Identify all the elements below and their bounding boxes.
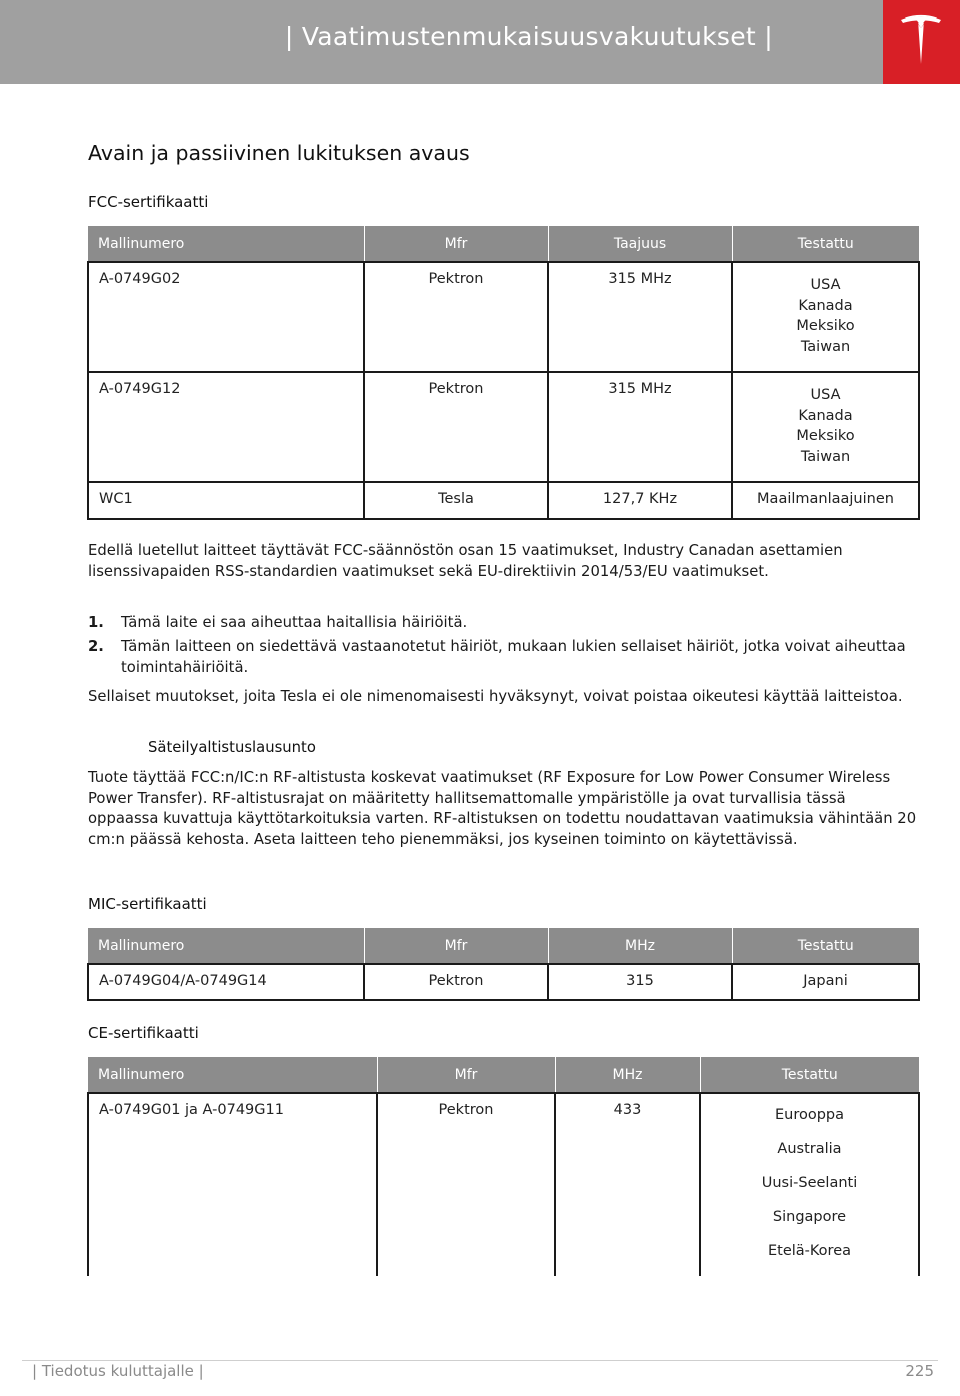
- mfr-cell: Pektron: [364, 964, 548, 1000]
- ce-heading: CE-sertifikaatti: [88, 1024, 199, 1042]
- country-item: Singapore: [772, 1209, 847, 1225]
- radiation-paragraph: Tuote täyttää FCC:n/IC:n RF-altistusta koskevat vaatimukset (RF Exposure for Low Power Consumer Wireless Power Transfer). RF-altistusrajat on määritetty hallitsemattomalle ympäristölle ja ovat turvallisia tässä oppaassa kuvattuja käyttötarkoituksia varten. RF-altistuksen on todettu noudattavan vaatimuksia vähintään 20 cm:n päässä kehosta. Aseta laitteen teho pienemmäksi, jos kyseinen toiminto on käytettävissä.: [88, 769, 917, 848]
- model-cell: A-0749G04/A-0749G14: [88, 964, 364, 1000]
- fcc-heading: FCC-sertifikaatti: [88, 193, 209, 211]
- logo-box: [883, 0, 960, 84]
- frequency-cell: 315 MHz: [548, 372, 732, 482]
- list-number: 2.: [88, 638, 104, 655]
- tesla-logo-icon: [899, 14, 943, 66]
- footer-text: | Tiedotus kuluttajalle |: [32, 1362, 204, 1380]
- mic-table: [87, 928, 920, 1001]
- table-row: [88, 964, 919, 1000]
- column-header-frequency: MHz: [555, 1057, 700, 1093]
- list-number: 1.: [88, 614, 104, 631]
- tested-cell: [732, 262, 919, 372]
- country-item: Kanada: [798, 297, 853, 314]
- frequency-cell: 433: [555, 1093, 700, 1276]
- tested-cell: Japani: [732, 964, 919, 1000]
- header-title: | Vaatimustenmukaisuusvakuutukset |: [284, 22, 773, 51]
- country-item: Taiwan: [800, 338, 851, 355]
- country-item: Eurooppa: [774, 1107, 845, 1123]
- column-header-model: Mallinumero: [88, 1057, 377, 1093]
- country-item: USA: [810, 387, 841, 403]
- table-row: [88, 262, 919, 372]
- radiation-heading: Säteilyaltistuslausunto: [148, 739, 316, 756]
- country-item: Meksiko: [796, 318, 855, 334]
- tested-cell: [732, 372, 919, 482]
- frequency-cell: 315: [548, 964, 732, 1000]
- country-item: Meksiko: [796, 428, 855, 444]
- country-item: Kanada: [798, 407, 853, 424]
- column-header-tested: Testattu: [732, 928, 919, 964]
- frequency-cell: 315 MHz: [548, 262, 732, 372]
- column-header-mfr: Mfr: [377, 1057, 555, 1093]
- mfr-cell: Pektron: [377, 1093, 555, 1276]
- mic-heading: MIC-sertifikaatti: [88, 895, 207, 913]
- column-header-tested: Testattu: [700, 1057, 919, 1093]
- table-row: [88, 372, 919, 482]
- ce-table: [87, 1057, 920, 1276]
- column-header-tested: Testattu: [732, 226, 919, 262]
- frequency-cell: 127,7 KHz: [548, 482, 732, 519]
- column-header-model: Mallinumero: [88, 226, 364, 262]
- country-item: USA: [810, 277, 841, 293]
- tested-cell: Maailmanlaajuinen: [732, 482, 919, 519]
- column-header-model: Mallinumero: [88, 928, 364, 964]
- tested-cell: [700, 1093, 919, 1276]
- footer-divider: [22, 1360, 938, 1361]
- model-cell: A-0749G02: [88, 262, 364, 372]
- mfr-cell: Tesla: [364, 482, 548, 519]
- column-header-mfr: Mfr: [364, 928, 548, 964]
- model-cell: WC1: [88, 482, 364, 519]
- section-title: Avain ja passiivinen lukituksen avaus: [88, 141, 470, 165]
- modification-paragraph: Sellaiset muutokset, joita Tesla ei ole nimenomaisesti hyväksynyt, voivat poistaa oikeutesi käyttää laitteistoa.: [88, 688, 903, 705]
- model-cell: A-0749G12: [88, 372, 364, 482]
- list-text: Tämä laite ei saa aiheuttaa haitallisia häiriöitä.: [121, 614, 468, 631]
- model-cell: A-0749G01 ja A-0749G11: [88, 1093, 377, 1276]
- list-text: Tämän laitteen on siedettävä vastaanotetut häiriöt, mukaan lukien sellaiset häiriöt, jotka voivat aiheuttaa toimintahäiriöitä.: [121, 638, 906, 676]
- country-item: Uusi-Seelanti: [761, 1175, 858, 1191]
- country-item: Taiwan: [800, 448, 851, 465]
- table-row: [88, 1093, 919, 1276]
- column-header-frequency: Taajuus: [548, 226, 732, 262]
- table-row: [88, 482, 919, 519]
- header-bar: [0, 0, 883, 84]
- country-item: Australia: [777, 1141, 842, 1157]
- fcc-table: [87, 226, 920, 520]
- mfr-cell: Pektron: [364, 372, 548, 482]
- page-number: 225: [905, 1362, 934, 1380]
- mfr-cell: Pektron: [364, 262, 548, 372]
- column-header-frequency: MHz: [548, 928, 732, 964]
- column-header-mfr: Mfr: [364, 226, 548, 262]
- country-item: Etelä-Korea: [767, 1243, 852, 1259]
- compliance-paragraph: Edellä luetellut laitteet täyttävät FCC-säännöstön osan 15 vaatimukset, Industry Canadan asettamien lisenssivapaiden RSS-standardien vaatimukset sekä EU-direktiivin 2014/53/EU vaatimukset.: [88, 542, 843, 580]
